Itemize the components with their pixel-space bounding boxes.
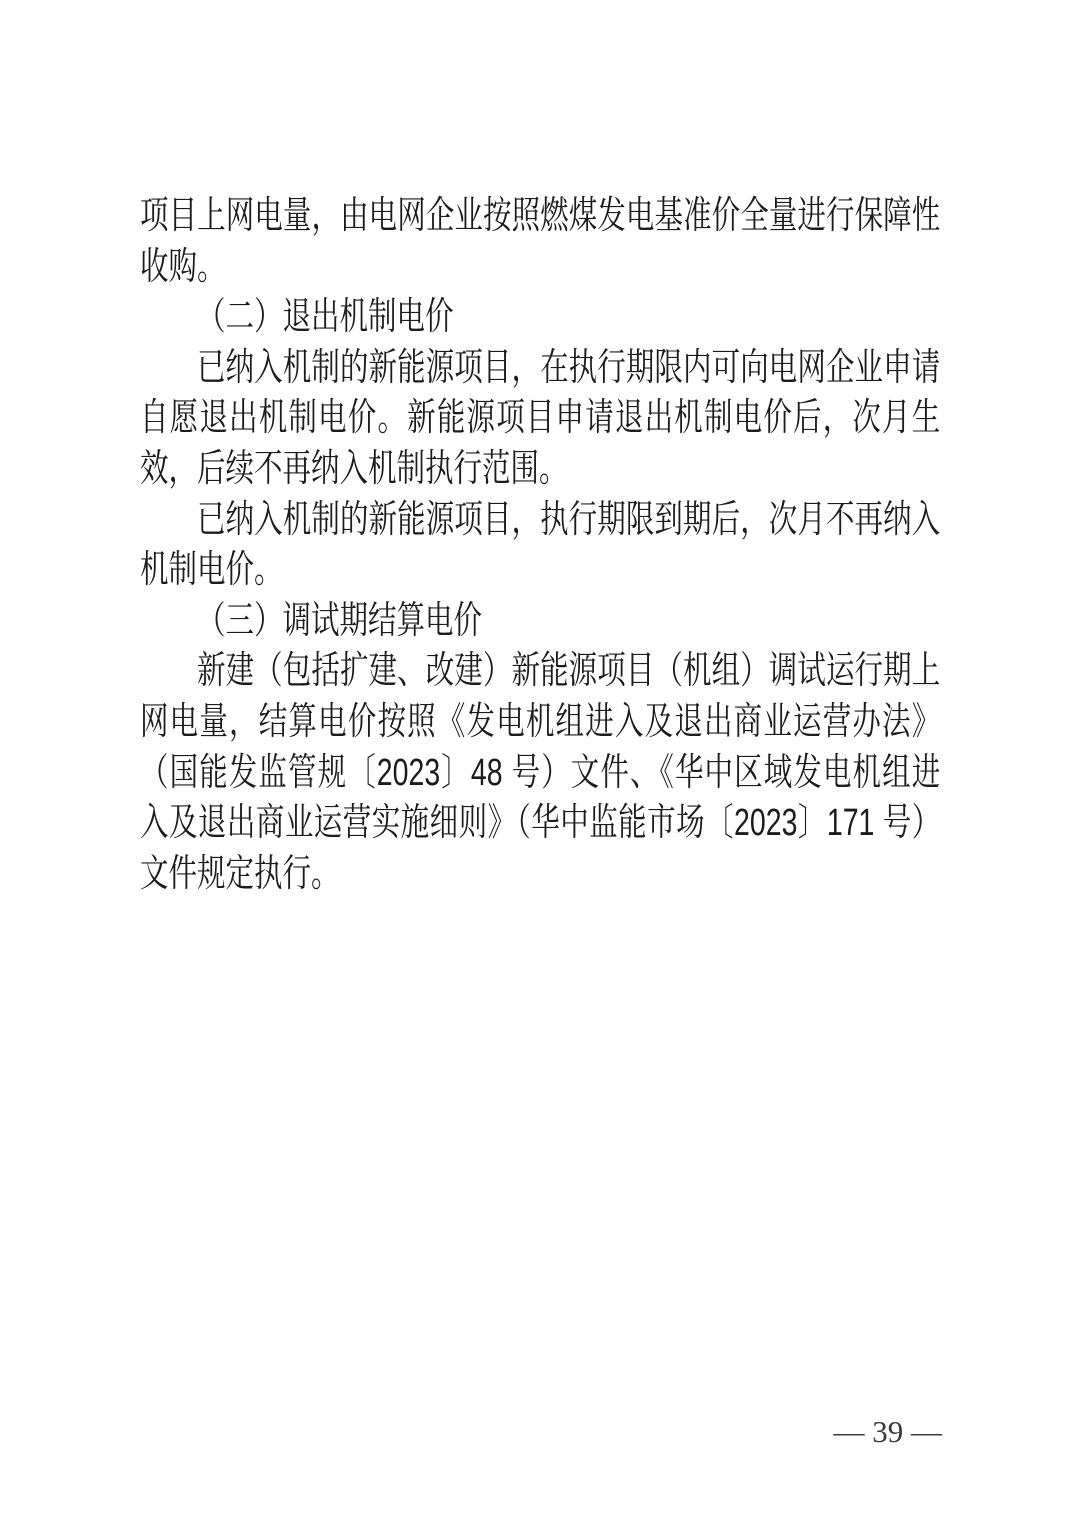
document-body bbox=[140, 191, 940, 899]
heading-exit-mechanism-price: （二）退出机制电价 bbox=[197, 296, 454, 339]
paragraph-commissioning-rules: 新建（包括扩建、改建）新能源项目（机组）调试运行期上网电量，结算电价按照《发电机组进入及退出商业运营办法》（国能发监管规〔2023〕48 号）文件、《华中区域发电机组进入及退出商业运营实施细则》（华中监能市场〔2023〕171 号）文件规定执行。 bbox=[140, 650, 941, 895]
paragraph-voluntary-exit: 已纳入机制的新能源项目，在执行期限内可向电网企业申请自愿退出机制电价。新能源项目申请退出机制电价后，次月生效，后续不再纳入机制执行范围。 bbox=[140, 346, 941, 490]
heading-commissioning-settlement-price: （三）调试期结算电价 bbox=[197, 599, 483, 642]
paragraph-guaranteed-purchase: 项目上网电量，由电网企业按照燃煤发电基准价全量进行保障性收购。 bbox=[140, 195, 941, 288]
paragraph-term-expiry: 已纳入机制的新能源项目，执行期限到期后，次月不再纳入机制电价。 bbox=[140, 498, 941, 592]
page-number: — 39 — bbox=[833, 1414, 942, 1449]
